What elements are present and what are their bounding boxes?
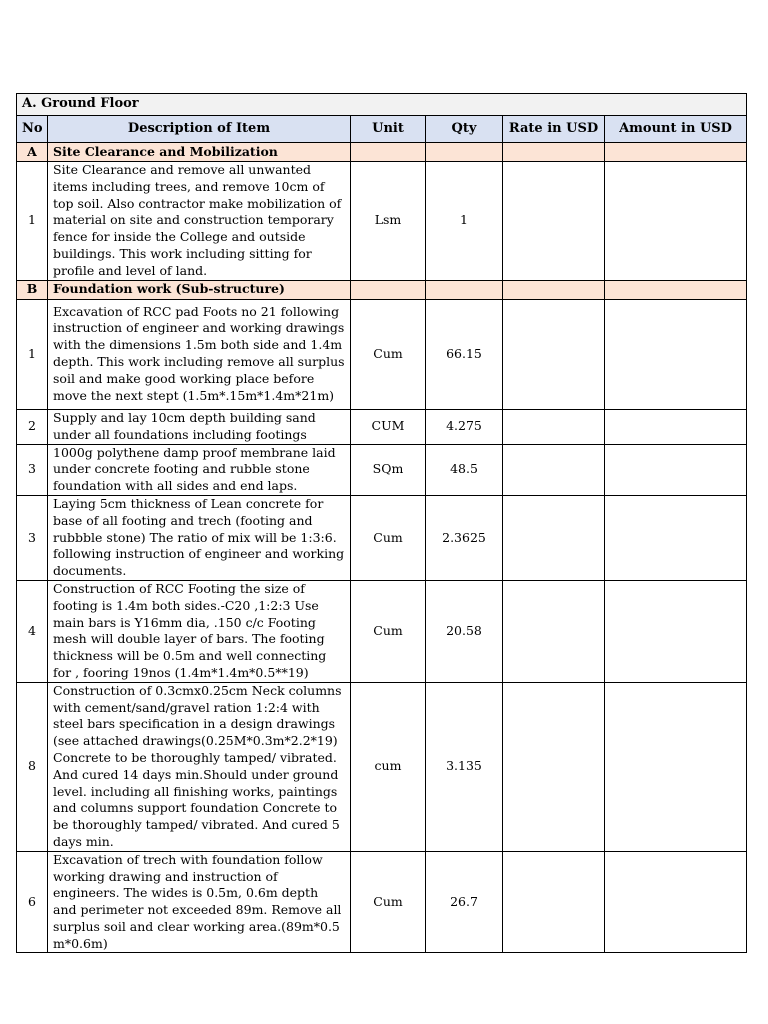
item-amount — [605, 851, 747, 953]
item-amount — [605, 162, 747, 281]
item-no: 2 — [17, 409, 48, 444]
item-rate — [503, 495, 605, 580]
item-no: 3 — [17, 444, 48, 495]
table-row — [17, 495, 747, 580]
section-qty-cell — [426, 280, 503, 299]
item-amount — [605, 299, 747, 409]
item-no: 1 — [17, 162, 48, 281]
item-amount — [605, 682, 747, 851]
table-title: A. Ground Floor — [17, 94, 747, 116]
section-row — [17, 143, 747, 162]
item-unit: CUM — [351, 409, 426, 444]
item-amount — [605, 444, 747, 495]
item-amount — [605, 409, 747, 444]
item-qty: 2.3625 — [426, 495, 503, 580]
item-rate — [503, 851, 605, 953]
item-description: Laying 5cm thickness of Lean concrete for base of all footing and trech (footing and rubbble stone) The ratio of mix will be 1:3:6. following instruction of engineer and working documents. — [48, 495, 351, 580]
item-no: 1 — [17, 299, 48, 409]
item-description: Excavation of RCC pad Foots no 21 following instruction of engineer and working drawings with the dimensions 1.5m both side and 1.4m depth. This work including remove all surplus soil and make good working place before move the next stept (1.5m*.15m*1.4m*21m) — [48, 299, 351, 409]
section-code: B — [17, 280, 48, 299]
item-qty: 3.135 — [426, 682, 503, 851]
item-unit: Cum — [351, 299, 426, 409]
item-qty: 1 — [426, 162, 503, 281]
item-unit: SQm — [351, 444, 426, 495]
section-rate-cell — [503, 280, 605, 299]
item-description: Site Clearance and remove all unwanted items including trees, and remove 10cm of top soil. Also contractor make mobilization of material on site and construction temporary fence for inside the College and outside buildings. This work including sitting for profile and level of land. — [48, 162, 351, 281]
header-description: Description of Item — [48, 116, 351, 143]
table-row — [17, 444, 747, 495]
item-rate — [503, 409, 605, 444]
header-rate: Rate in USD — [503, 116, 605, 143]
item-amount — [605, 495, 747, 580]
table-row — [17, 682, 747, 851]
item-no: 3 — [17, 495, 48, 580]
item-qty: 26.7 — [426, 851, 503, 953]
item-rate — [503, 444, 605, 495]
section-amount-cell — [605, 143, 747, 162]
section-unit-cell — [351, 280, 426, 299]
table-row — [17, 162, 747, 281]
table-row — [17, 409, 747, 444]
item-no: 6 — [17, 851, 48, 953]
boq-table — [16, 93, 747, 953]
item-description: Supply and lay 10cm depth building sand under all foundations including footings — [48, 409, 351, 444]
header-unit: Unit — [351, 116, 426, 143]
table-row — [17, 851, 747, 953]
item-unit: Cum — [351, 851, 426, 953]
item-qty: 4.275 — [426, 409, 503, 444]
item-rate — [503, 299, 605, 409]
item-no: 8 — [17, 682, 48, 851]
section-amount-cell — [605, 280, 747, 299]
table-title-row — [17, 94, 747, 116]
header-no: No — [17, 116, 48, 143]
item-unit: cum — [351, 682, 426, 851]
item-no: 4 — [17, 580, 48, 682]
item-description: 1000g polythene damp proof membrane laid under concrete footing and rubble stone foundation with all sides and end laps. — [48, 444, 351, 495]
section-qty-cell — [426, 143, 503, 162]
section-row — [17, 280, 747, 299]
item-unit: Lsm — [351, 162, 426, 281]
item-qty: 66.15 — [426, 299, 503, 409]
item-amount — [605, 580, 747, 682]
item-description: Construction of RCC Footing the size of footing is 1.4m both sides.-C20 ,1:2:3 Use main bars is Y16mm dia, .150 c/c Footing mesh will double layer of bars. The footing thickness will be 0.5m and well connecting for , fooring 19nos (1.4m*1.4m*0.5**19) — [48, 580, 351, 682]
section-title: Foundation work (Sub-structure) — [48, 280, 351, 299]
header-row — [17, 116, 747, 143]
item-unit: Cum — [351, 495, 426, 580]
table-row — [17, 299, 747, 409]
item-rate — [503, 682, 605, 851]
header-qty: Qty — [426, 116, 503, 143]
section-code: A — [17, 143, 48, 162]
item-unit: Cum — [351, 580, 426, 682]
section-title: Site Clearance and Mobilization — [48, 143, 351, 162]
item-qty: 48.5 — [426, 444, 503, 495]
item-description: Construction of 0.3cmx0.25cm Neck columns with cement/sand/gravel ration 1:2:4 with steel bars specification in a design drawings (see attached drawings(0.25M*0.3m*2.2*19) Concrete to be thoroughly tamped/ vibrated. And cured 14 days min.Should under ground level. including all finishing works, paintings and columns support foundation Concrete to be thoroughly tamped/ vibrated. And cured 5 days min. — [48, 682, 351, 851]
section-unit-cell — [351, 143, 426, 162]
header-amount: Amount in USD — [605, 116, 747, 143]
table-row — [17, 580, 747, 682]
item-rate — [503, 162, 605, 281]
item-rate — [503, 580, 605, 682]
section-rate-cell — [503, 143, 605, 162]
item-qty: 20.58 — [426, 580, 503, 682]
item-description: Excavation of trech with foundation follow working drawing and instruction of engineers. The wides is 0.5m, 0.6m depth and perimeter not exceeded 89m. Remove all surplus soil and clear working area.(89m*0.5 m*0.6m) — [48, 851, 351, 953]
